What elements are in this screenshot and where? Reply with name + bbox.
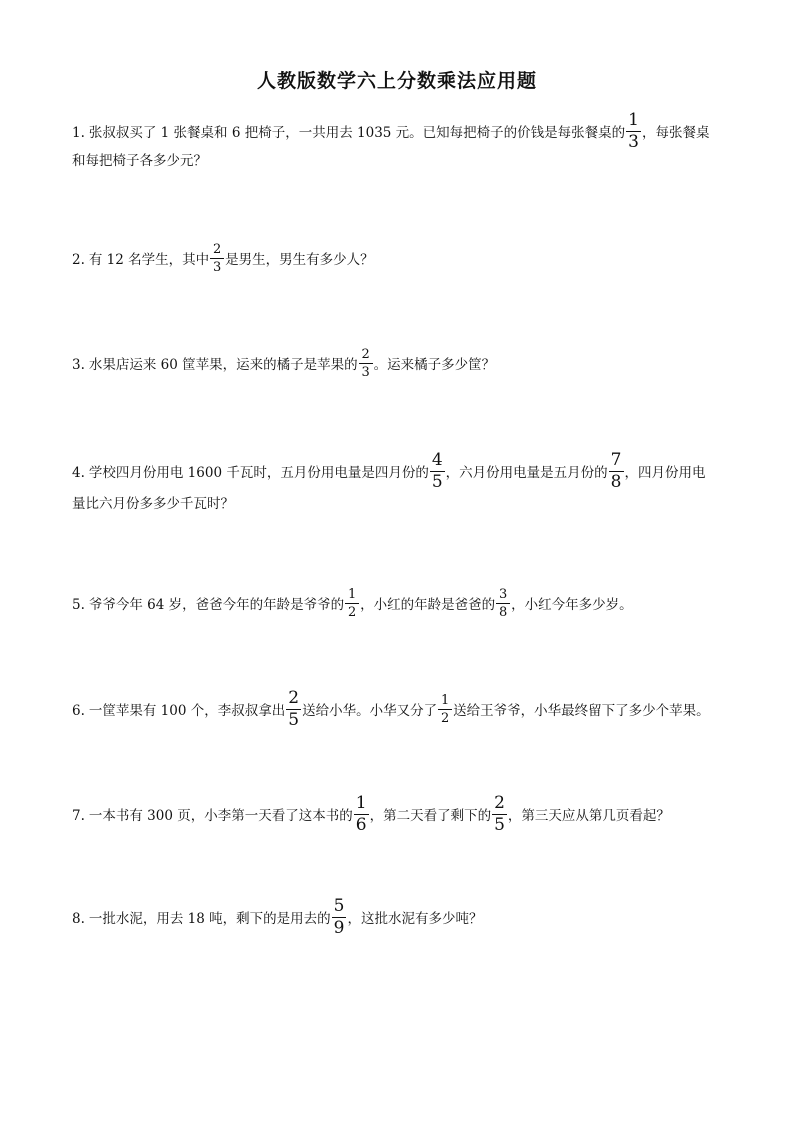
question-5 (72, 587, 722, 621)
numerator: 5 (333, 896, 345, 916)
question-number: 4. (72, 465, 85, 481)
question-text: ，第二天看了剩下的 (369, 808, 492, 824)
question-text: 一批水泥，用去 18 吨，剩下的是用去的 (88, 911, 331, 927)
denominator: 5 (288, 710, 300, 730)
question-text: 一筐苹果有 100 个，李叔叔拿出 (88, 703, 286, 719)
fraction (333, 898, 346, 937)
question-2 (72, 242, 722, 276)
fraction (627, 112, 640, 151)
question-text: ，六月份用电量是五月份的 (445, 465, 608, 481)
denominator: 3 (628, 132, 639, 152)
numerator: 2 (213, 242, 222, 257)
denominator: 2 (348, 605, 357, 620)
numerator: 1 (348, 587, 357, 602)
denominator: 6 (355, 815, 367, 835)
question-text: 学校四月份用电 1600 千瓦时，五月份用电量是四月份的 (88, 465, 429, 481)
question-text: 量比六月份多多少千瓦时？ (72, 496, 234, 512)
question-text: 送给王爷爷，小华最终留下了多少个苹果。 (453, 703, 710, 719)
denominator: 5 (494, 815, 505, 835)
numerator: 2 (288, 688, 300, 708)
question-text: 张叔叔买了 1 张餐桌和 6 把椅子，一共用去 1035 元。已知每把椅子的价钱是每张餐桌的 (88, 125, 626, 141)
question-text: 送给小华 (302, 703, 357, 719)
numerator: 2 (361, 347, 370, 362)
denominator: 3 (213, 260, 222, 275)
fraction (497, 588, 509, 619)
question-number: 3. (72, 357, 85, 373)
question-text: ，小红今年多少岁。 (511, 597, 633, 613)
question-text: 一本书有 300 页，小李第一天看了这本书的 (88, 808, 353, 824)
fraction (493, 795, 506, 834)
numerator: 1 (355, 793, 367, 813)
denominator: 2 (440, 711, 450, 726)
fraction-bar (210, 258, 224, 259)
numerator: 3 (499, 587, 508, 602)
question-text: ，每张餐桌 (642, 125, 710, 141)
question-number: 7. (72, 808, 85, 824)
numerator: 4 (431, 450, 443, 470)
fraction-bar (496, 603, 510, 604)
question-number: 5. (72, 597, 85, 613)
question-text: 。小华又分了 (356, 703, 438, 719)
question-text: 是男生，男生有多少人？ (225, 252, 374, 268)
question-text: ，小红的年龄是爸爸的 (360, 597, 496, 613)
page-title: 人教版数学六上分数乘法应用题 (256, 70, 537, 92)
question-text: 。运来橘子多少筐？ (373, 357, 496, 373)
question-text: 和每把椅子各多少元？ (72, 153, 207, 169)
question-3 (72, 347, 722, 381)
denominator: 3 (361, 365, 370, 380)
fraction (211, 243, 223, 274)
question-number: 2. (72, 252, 85, 268)
question-text: 有 12 名学生，其中 (88, 252, 210, 268)
numerator: 7 (610, 450, 622, 470)
fraction (287, 690, 300, 729)
fraction (346, 588, 358, 619)
fraction (431, 452, 444, 491)
fraction-bar (359, 363, 373, 364)
question-4-line-2 (72, 490, 722, 518)
question-text: ，第三天应从第几页看起？ (507, 808, 670, 824)
fraction (360, 348, 372, 379)
denominator: 8 (610, 472, 622, 492)
question-8 (72, 896, 722, 939)
question-number: 6. (72, 703, 85, 719)
numerator: 2 (494, 793, 505, 813)
question-text: ，这批水泥有多少吨？ (347, 911, 483, 927)
numerator: 1 (628, 110, 639, 130)
question-text: 水果店运来 60 筐苹果，运来的橘子是苹果的 (88, 357, 358, 373)
fraction (355, 795, 368, 834)
fraction-bar (345, 603, 359, 604)
question-6 (72, 688, 722, 731)
denominator: 8 (499, 605, 508, 620)
fraction-bar (438, 709, 452, 710)
question-number: 8. (72, 911, 85, 927)
numerator: 1 (440, 693, 450, 708)
denominator: 9 (333, 918, 345, 938)
question-4 (72, 450, 722, 493)
fraction (610, 452, 623, 491)
fraction (439, 694, 451, 725)
denominator: 5 (431, 472, 443, 492)
question-text: ，四月份用电 (624, 465, 706, 481)
question-text: 爷爷今年 64 岁，爸爸今年的年龄是爷爷的 (88, 597, 345, 613)
question-7 (72, 793, 722, 836)
question-1-line-2 (72, 147, 722, 175)
question-number: 1. (72, 125, 85, 141)
